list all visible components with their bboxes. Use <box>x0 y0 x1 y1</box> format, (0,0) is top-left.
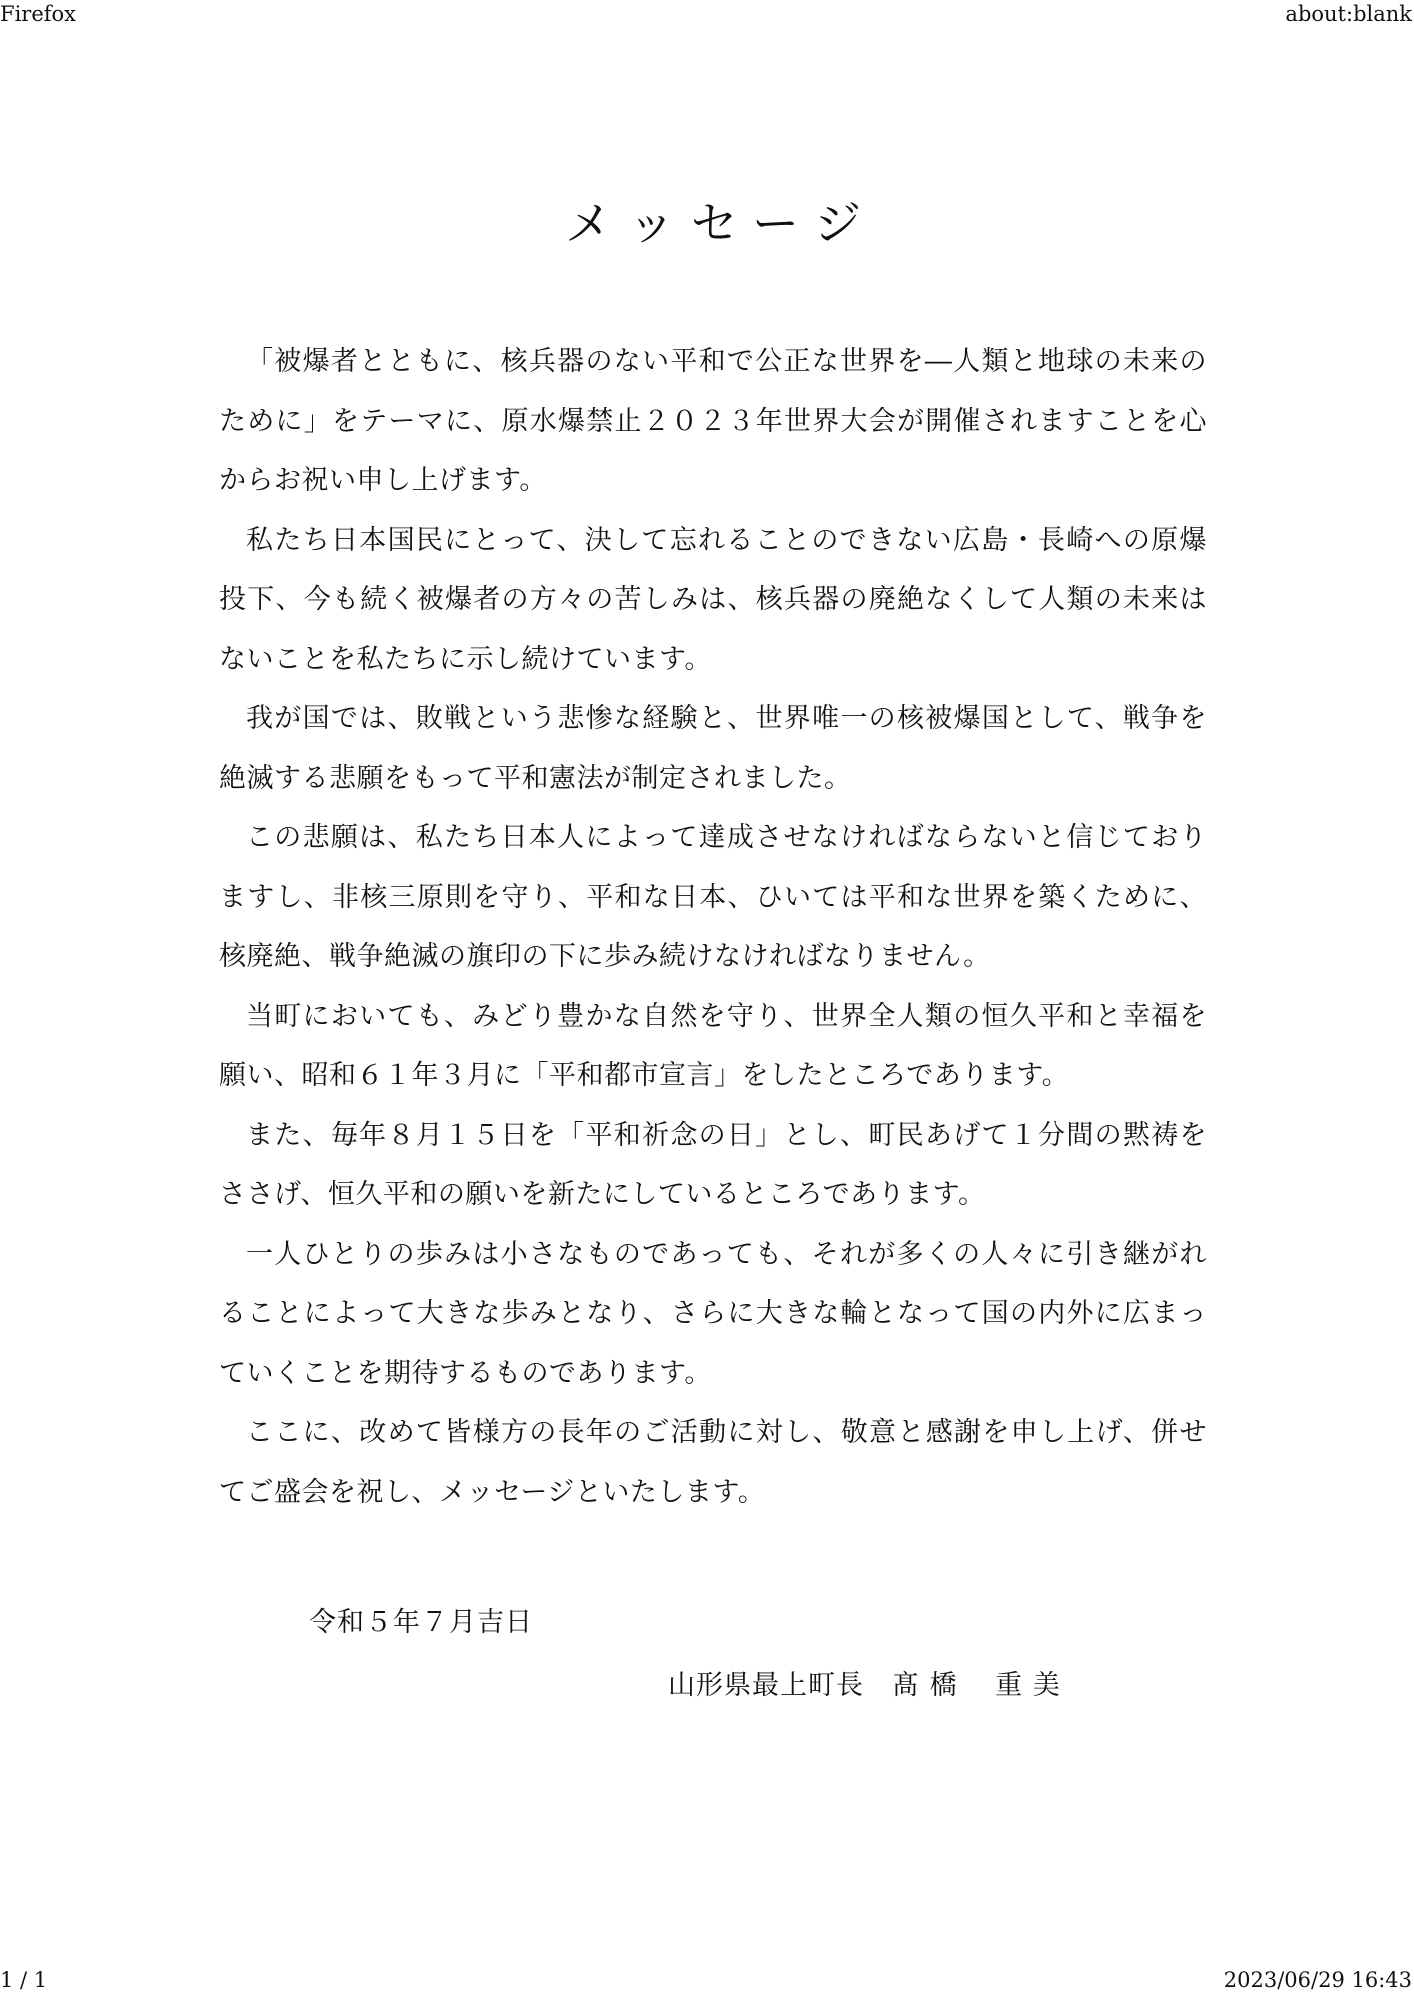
paragraph-7: 一人ひとりの歩みは小さなものであっても、それが多くの人々に引き継がれることによって大きな歩みとなり、さらに大きな輪となって国の内外に広まっていくことを期待するものであります。 <box>219 1238 1207 1389</box>
print-header <box>0 2 1414 38</box>
paragraph-5: 当町においても、みどり豊かな自然を守り、世界全人類の恒久平和と幸福を願い、昭和６１年３月に「平和都市宣言」をしたところであります。 <box>219 1000 1207 1091</box>
paragraph-8: ここに、改めて皆様方の長年のご活動に対し、敬意と感謝を申し上げ、併せてご盛会を祝し、メッセージといたします。 <box>219 1417 1207 1508</box>
paragraph-3: 我が国では、敗戦という悲惨な経験と、世界唯一の核被爆国として、戦争を絶滅する悲願をもって平和憲法が制定されました。 <box>219 703 1207 794</box>
browser-app-name: Firefox <box>0 2 77 26</box>
document-date: 令和５年７月吉日 <box>309 1607 533 1638</box>
paragraph-1: 「被爆者とともに、核兵器のない平和で公正な世界を―人類と地球の未来のために」をテーマに、原水爆禁止２０２３年世界大会が開催されますことを心からお祝い申し上げます。 <box>219 346 1207 496</box>
message-document <box>219 190 1207 1522</box>
page-url: about:blank <box>1285 2 1412 26</box>
paragraph-4: この悲願は、私たち日本人によって達成させなければならないと信じておりますし、非核三原則を守り、平和な日本、ひいては平和な世界を築くために、核廃絶、戦争絶滅の旗印の下に歩み続けなければなりません。 <box>219 822 1207 972</box>
paragraph-2: 私たち日本国民にとって、決して忘れることのできない広島・長崎への原爆投下、今も続く被爆者の方々の苦しみは、核兵器の廃絶なくして人類の未来はないことを私たちに示し続けています。 <box>219 524 1207 675</box>
document-title: メッセージ <box>564 197 878 252</box>
page-counter: 1 / 1 <box>0 1968 48 1992</box>
paragraph-6: また、毎年８月１５日を「平和祈念の日」とし、町民あげて１分間の黙祷をささげ、恒久平和の願いを新たにしているところであります。 <box>219 1119 1207 1210</box>
signature: 山形県最上町長 髙 橋 重 美 <box>668 1670 1061 1701</box>
print-datetime: 2023/06/29 16:43 <box>1223 1968 1412 1992</box>
print-footer <box>0 1968 1414 2004</box>
